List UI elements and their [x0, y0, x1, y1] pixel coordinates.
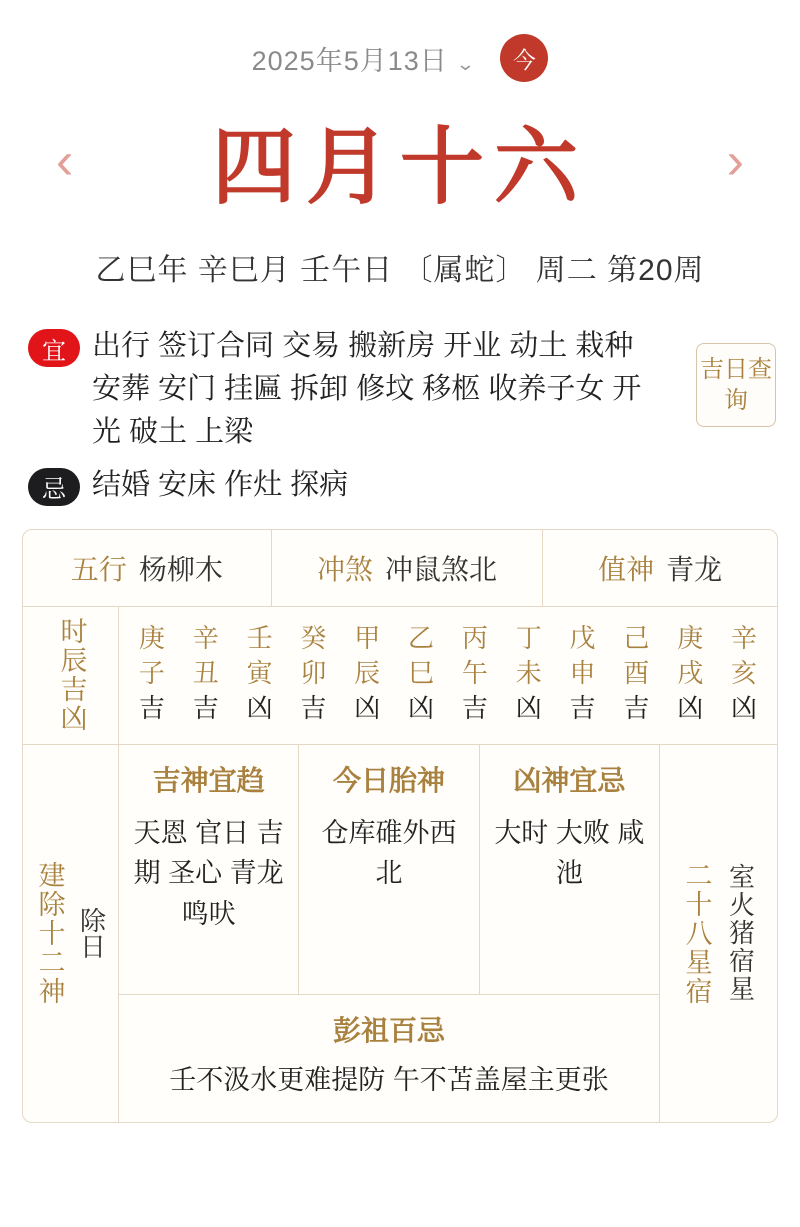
xiongshen-body: 大时 大败 咸池 — [494, 817, 645, 889]
chongsha-cell — [272, 530, 543, 606]
shichen-stem: 丙 — [461, 622, 488, 653]
shichen-stem: 甲 — [354, 622, 381, 653]
ji-badge: 忌 — [28, 468, 80, 506]
yi-items: 出行 签订合同 交易 搬新房 开业 动土 栽种 安葬 安门 挂匾 拆卸 修坟 移柩 收养子女 开光 破土 上梁 — [92, 330, 642, 448]
shichen-luck: 吉 — [300, 692, 327, 723]
pengzu-section — [119, 995, 659, 1122]
shichen-luck: 凶 — [515, 692, 542, 723]
attributes-row — [23, 530, 777, 607]
shichen-item[interactable] — [247, 621, 273, 726]
shichen-branch: 午 — [461, 657, 488, 688]
shichen-luck: 凶 — [354, 692, 381, 723]
shichen-item[interactable] — [623, 621, 649, 726]
yi-badge: 宜 — [28, 329, 80, 367]
shichen-item[interactable] — [516, 621, 542, 726]
xiongshen-title: 凶神宜忌 — [513, 764, 626, 796]
bottom-middle — [119, 745, 659, 1122]
shichen-item[interactable] — [139, 621, 165, 726]
jianchu-cell — [23, 745, 119, 1122]
shichen-stem: 丁 — [515, 622, 542, 653]
ji-items: 结婚 安床 作灶 探病 — [92, 468, 349, 501]
shichen-branch: 辰 — [354, 657, 381, 688]
taishen-body: 仓库碓外西北 — [321, 817, 457, 889]
xingxiu-value: 室火猪宿星 — [725, 863, 756, 1004]
jianchu-label: 建除十二神 — [34, 860, 65, 1006]
shichen-label: 时辰吉凶 — [23, 607, 119, 744]
lunar-title-row — [0, 82, 800, 221]
shichen-branch: 未 — [515, 657, 542, 688]
shichen-stem: 辛 — [731, 622, 758, 653]
lunar-date-title: 四月十六 — [211, 118, 588, 216]
shichen-stem: 庚 — [138, 622, 165, 653]
shichen-item[interactable] — [300, 621, 326, 726]
shichen-branch: 卯 — [300, 657, 327, 688]
zhishen-cell — [543, 530, 777, 606]
shichen-luck: 凶 — [677, 692, 704, 723]
shichen-branch: 酉 — [623, 657, 650, 688]
shichen-luck: 吉 — [192, 692, 219, 723]
shichen-luck: 凶 — [408, 692, 435, 723]
shichen-item[interactable] — [677, 621, 703, 726]
shichen-branch: 丑 — [192, 657, 219, 688]
shichen-stem: 辛 — [192, 622, 219, 653]
bottom-grid — [23, 745, 777, 1122]
shen-columns — [119, 745, 659, 995]
shichen-branch: 巳 — [408, 657, 435, 688]
shichen-luck: 凶 — [731, 692, 758, 723]
shichen-item[interactable] — [408, 621, 434, 726]
shichen-luck: 凶 — [246, 692, 273, 723]
today-button[interactable]: 今 — [500, 34, 548, 82]
date-row — [0, 0, 800, 82]
jianchu-value: 除日 — [76, 907, 107, 960]
shichen-stem: 戊 — [569, 622, 596, 653]
yiji-section — [0, 325, 800, 507]
next-day-icon[interactable]: › — [726, 131, 744, 190]
chongsha-value: 冲鼠煞北 — [385, 553, 498, 585]
shichen-luck: 吉 — [569, 692, 596, 723]
jishen-column — [119, 745, 299, 994]
shichen-hours — [119, 607, 777, 744]
shichen-item[interactable] — [193, 621, 219, 726]
chevron-down-icon[interactable]: ⌄ — [455, 53, 477, 74]
taishen-column — [299, 745, 479, 994]
jishen-title: 吉神宜趋 — [152, 764, 265, 796]
yi-row — [28, 325, 776, 454]
pengzu-body: 壬不汲水更难提防 午不苫盖屋主更张 — [169, 1064, 609, 1095]
xingxiu-label: 二十八星宿 — [681, 860, 712, 1006]
gregorian-date[interactable] — [252, 39, 475, 78]
shichen-branch: 子 — [138, 657, 165, 688]
almanac-detail-panel — [22, 529, 778, 1123]
zhishen-label: 值神 — [598, 553, 655, 585]
shichen-item[interactable] — [462, 621, 488, 726]
shichen-luck: 吉 — [138, 692, 165, 723]
chongsha-label: 冲煞 — [317, 553, 374, 585]
wuxing-label: 五行 — [70, 553, 127, 585]
shichen-branch: 亥 — [731, 657, 758, 688]
shichen-luck: 吉 — [623, 692, 650, 723]
shichen-stem: 己 — [623, 622, 650, 653]
xiongshen-column — [480, 745, 659, 994]
wuxing-value: 杨柳木 — [138, 553, 223, 585]
shichen-stem: 癸 — [300, 622, 327, 653]
shichen-branch: 戌 — [677, 657, 704, 688]
pengzu-title: 彭祖百忌 — [332, 1014, 445, 1046]
ganzhi-line: 乙巳年 辛巳月 壬午日 〔属蛇〕 周二 第20周 — [95, 254, 705, 287]
shichen-stem: 乙 — [408, 622, 435, 653]
shichen-luck: 吉 — [461, 692, 488, 723]
prev-day-icon[interactable]: ‹ — [56, 131, 74, 190]
shichen-stem: 壬 — [246, 622, 273, 653]
shichen-item[interactable] — [731, 621, 757, 726]
taishen-title: 今日胎神 — [332, 764, 445, 796]
shichen-item[interactable] — [570, 621, 596, 726]
ji-row — [28, 464, 776, 507]
zhishen-value: 青龙 — [666, 553, 723, 585]
jishen-body: 天恩 官日 吉期 圣心 青龙 鸣吠 — [133, 817, 284, 929]
wuxing-cell — [23, 530, 272, 606]
lucky-day-query-button[interactable]: 吉日查询 — [696, 343, 776, 427]
gregorian-date-text: 2025年5月13日 — [251, 45, 448, 76]
shichen-item[interactable] — [354, 621, 380, 726]
shichen-stem: 庚 — [677, 622, 704, 653]
shichen-branch: 申 — [569, 657, 596, 688]
shichen-row — [23, 607, 777, 745]
xingxiu-cell — [659, 745, 777, 1122]
shichen-branch: 寅 — [246, 657, 273, 688]
